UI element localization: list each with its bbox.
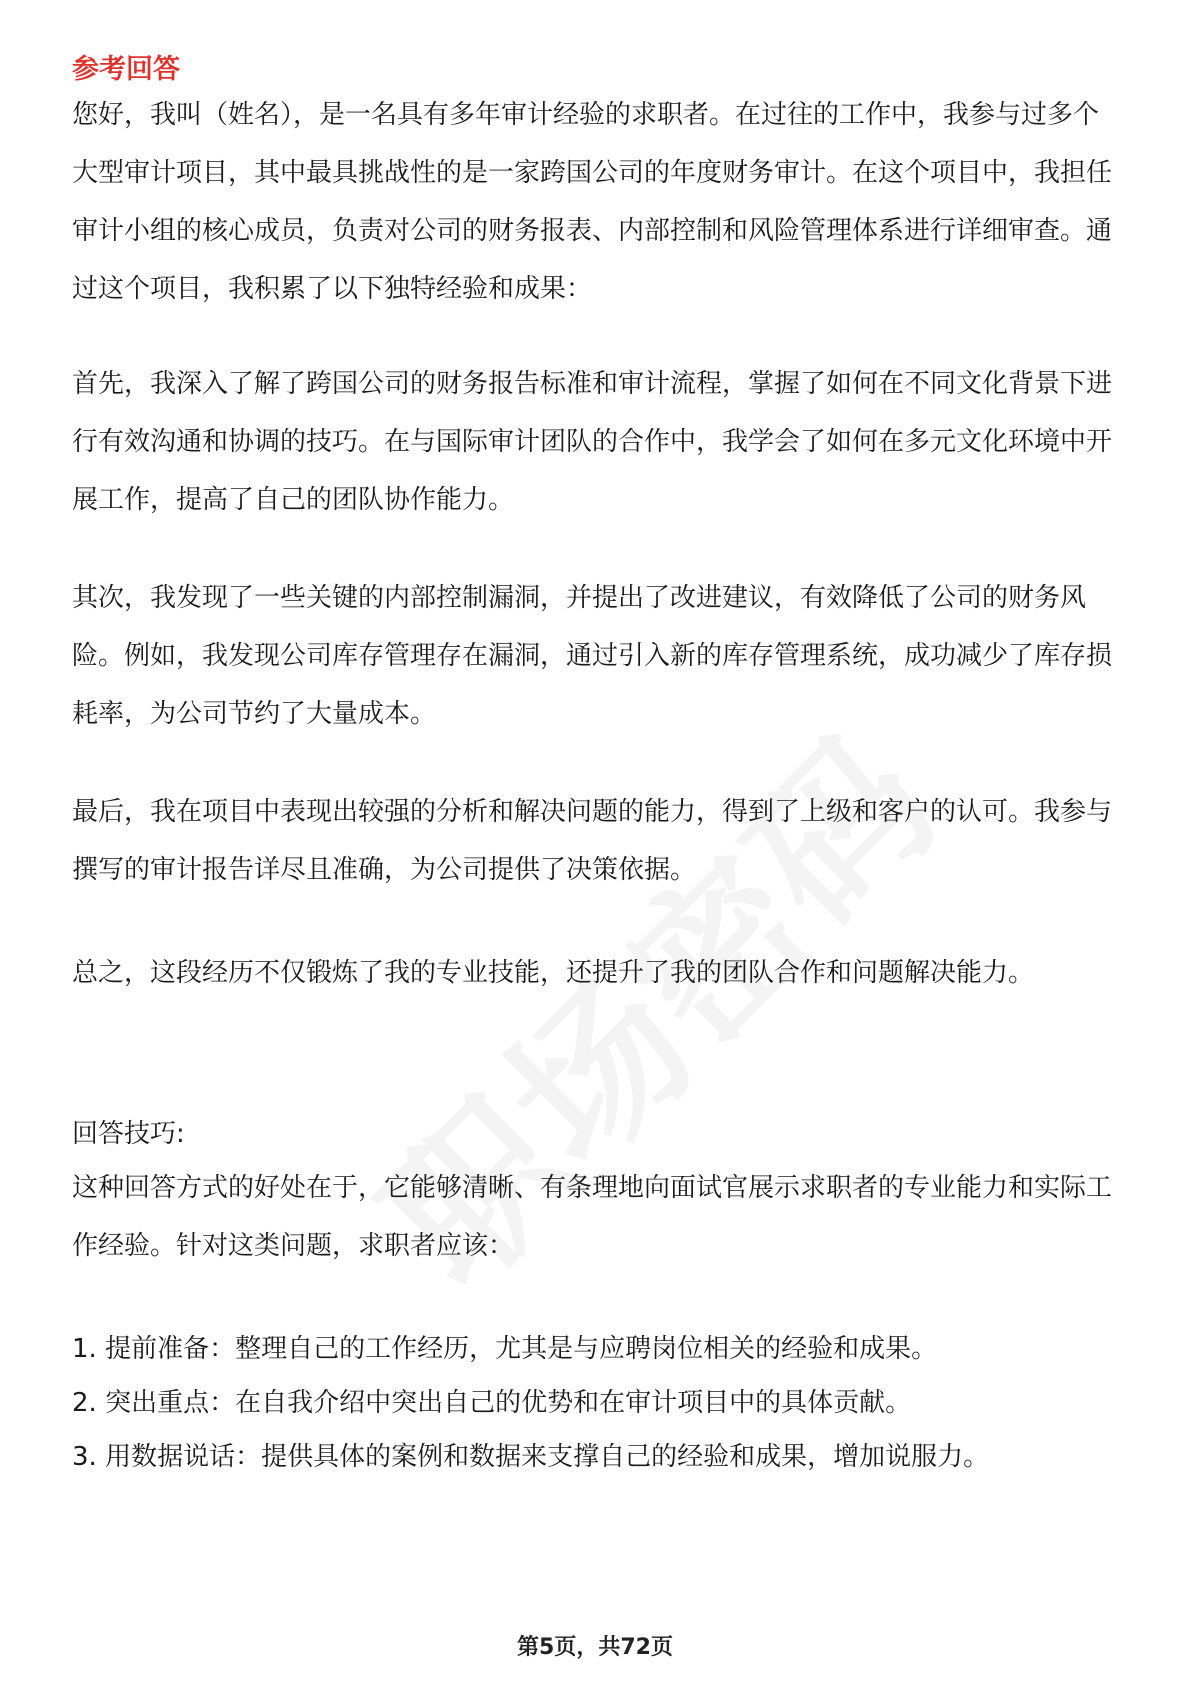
paragraph-summary: 总之，这段经历不仅锻炼了我的专业技能，还提升了我的团队合作和问题解决能力。 xyxy=(72,958,1035,988)
page-number: 第5页，共72页 xyxy=(517,1635,673,1660)
tips-intro: 这种回答方式的好处在于，它能够清晰、有条理地向面试官展示求职者的专业能力和实际工作经验。针对这类问题，求职者应该： xyxy=(72,1173,1113,1261)
paragraph-intro: 您好，我叫（姓名），是一名具有多年审计经验的求职者。在过往的工作中，我参与过多个大型审计项目，其中最具挑战性的是一家跨国公司的年度财务审计。在这个项目中，我担任审计小组的核心成员，负责对公司的财务报表、内部控制和风险管理体系进行详细审查。通过这个项目，我积累了以下独特经验和成果： xyxy=(72,100,1113,304)
section-heading: 参考回答 xyxy=(72,54,180,85)
paragraph-first: 首先，我深入了解了跨国公司的财务报告标准和审计流程，掌握了如何在不同文化背景下进行有效沟通和协调的技巧。在与国际审计团队的合作中，我学会了如何在多元文化环境中开展工作，提高了自己的团队协作能力。 xyxy=(72,369,1113,515)
tip-item: 2. 突出重点：在自我介绍中突出自己的优势和在审计项目中的具体贡献。 xyxy=(72,1388,912,1418)
tip-item: 1. 提前准备：整理自己的工作经历，尤其是与应聘岗位相关的经验和成果。 xyxy=(72,1334,938,1364)
tips-label: 回答技巧: xyxy=(72,1119,185,1149)
paragraph-second: 其次，我发现了一些关键的内部控制漏洞，并提出了改进建议，有效降低了公司的财务风险。例如，我发现公司库存管理存在漏洞，通过引入新的库存管理系统，成功减少了库存损耗率，为公司节约了大量成本。 xyxy=(72,583,1113,729)
tip-item: 3. 用数据说话：提供具体的案例和数据来支撑自己的经验和成果，增加说服力。 xyxy=(72,1442,990,1472)
paragraph-third: 最后，我在项目中表现出较强的分析和解决问题的能力，得到了上级和客户的认可。我参与撰写的审计报告详尽且准确，为公司提供了决策依据。 xyxy=(72,797,1113,885)
